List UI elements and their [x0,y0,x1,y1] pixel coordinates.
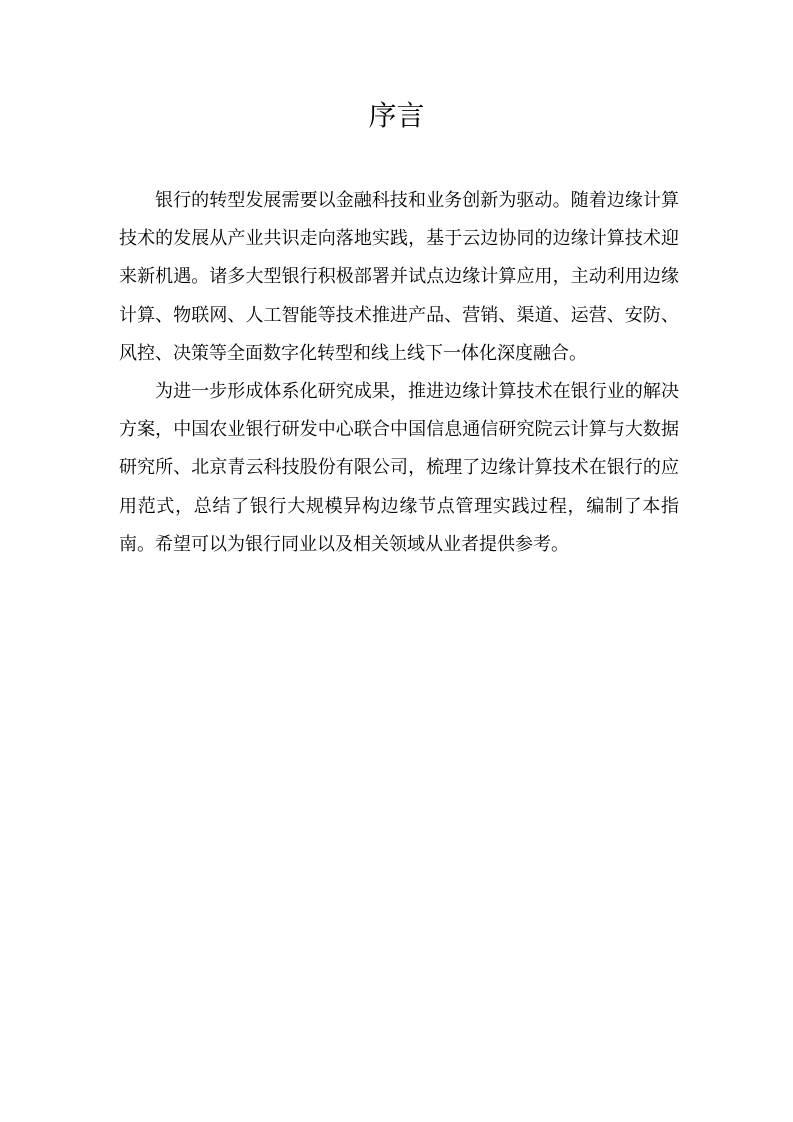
paragraph-1: 银行的转型发展需要以金融科技和业务创新为驱动。随着边缘计算技术的发展从产业共识走向落地实践，基于云边协同的边缘计算技术迎来新机遇。诸多大型银行积极部署并试点边缘计算应用，主动利用边缘计算、物联网、人工智能等技术推进产品、营销、渠道、运营、安防、风控、决策等全面数字化转型和线上线下一体化深度融合。 [119,190,679,364]
preface-body [119,182,679,564]
page-title: 序言 [368,99,425,132]
paragraph-2: 为进一步形成体系化研究成果，推进边缘计算技术在银行业的解决方案，中国农业银行研发中心联合中国信息通信研究院云计算与大数据研究所、北京青云科技股份有限公司，梳理了边缘计算技术在银行的应用范式，总结了银行大规模异构边缘节点管理实践过程，编制了本指南。希望可以为银行同业以及相关领域从业者提供参考。 [119,381,679,555]
